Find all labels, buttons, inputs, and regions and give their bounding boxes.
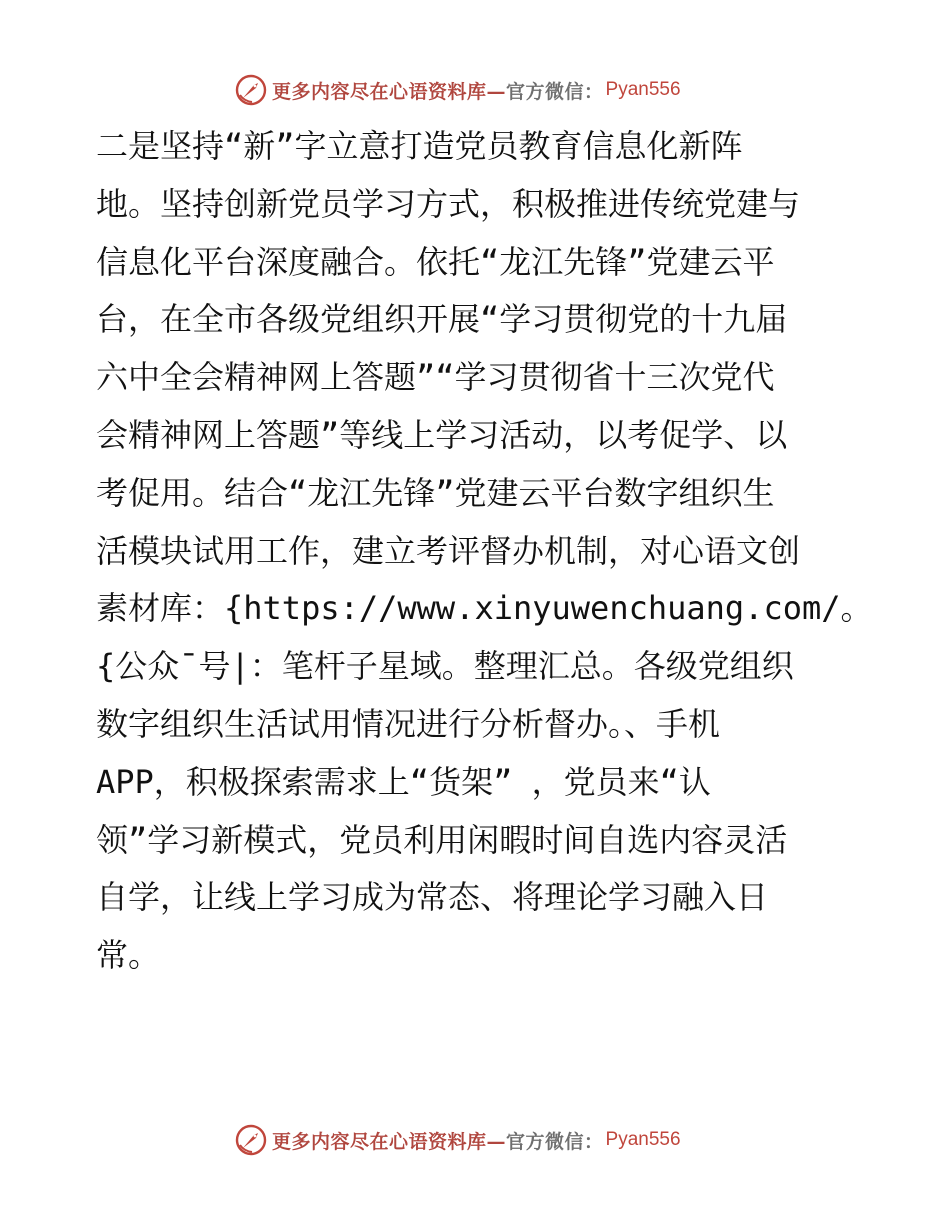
- watermark-text: 更多内容尽在心语资料库—: [272, 1130, 507, 1153]
- watermark-text: 更多内容尽在心语资料库—: [272, 80, 507, 103]
- body-line: 会精神网上答题”等线上学习活动，以考促学、以: [96, 415, 788, 454]
- body-line: 活模块试用工作，建立考评督办机制，对心语文创: [96, 531, 801, 570]
- body-line: 考促用。结合“龙江先锋”党建云平台数字组织生: [96, 473, 775, 512]
- watermark-account-id: Pyan556: [605, 1129, 681, 1150]
- body-line: 地。坚持创新党员学习方式，积极推进传统党建与: [96, 184, 801, 223]
- body-line: 常。: [96, 936, 161, 975]
- watermark-account-label: 官方微信：: [506, 80, 604, 103]
- body-line: {公众¯号|：笔杆子星域。整理汇总。各级党组织: [96, 647, 794, 686]
- body-line: 六中全会精神网上答题”“学习贯彻省十三次党代: [96, 358, 775, 397]
- body-line: 数字组织生活试用情况进行分析督办。、手机: [96, 704, 721, 743]
- pen-nib-logo-icon: [234, 1123, 268, 1157]
- body-line: 台，在全市各级党组织开展“学习贯彻党的十九届: [96, 300, 788, 339]
- footer-watermark: [234, 1122, 681, 1158]
- body-line: 信息化平台深度融合。依托“龙江先锋”党建云平: [96, 242, 775, 281]
- body-line: APP，积极探索需求上“货架” ，党员来“认: [96, 762, 711, 801]
- body-line: 领”学习新模式，党员利用闲暇时间自选内容灵活: [96, 820, 788, 859]
- header-watermark: [234, 72, 681, 108]
- watermark-account-id: Pyan556: [605, 79, 681, 100]
- watermark-account-label: 官方微信：: [506, 1130, 604, 1153]
- body-paragraph: [96, 118, 873, 985]
- body-line: 二是坚持“新”字立意打造党员教育信息化新阵: [96, 127, 743, 165]
- body-line: 素材库：{https://www.xinyuwenchuang.com/。: [96, 589, 873, 628]
- body-line: 自学，让线上学习成为常态、将理论学习融入日: [96, 878, 769, 917]
- pen-nib-logo-icon: [234, 73, 268, 107]
